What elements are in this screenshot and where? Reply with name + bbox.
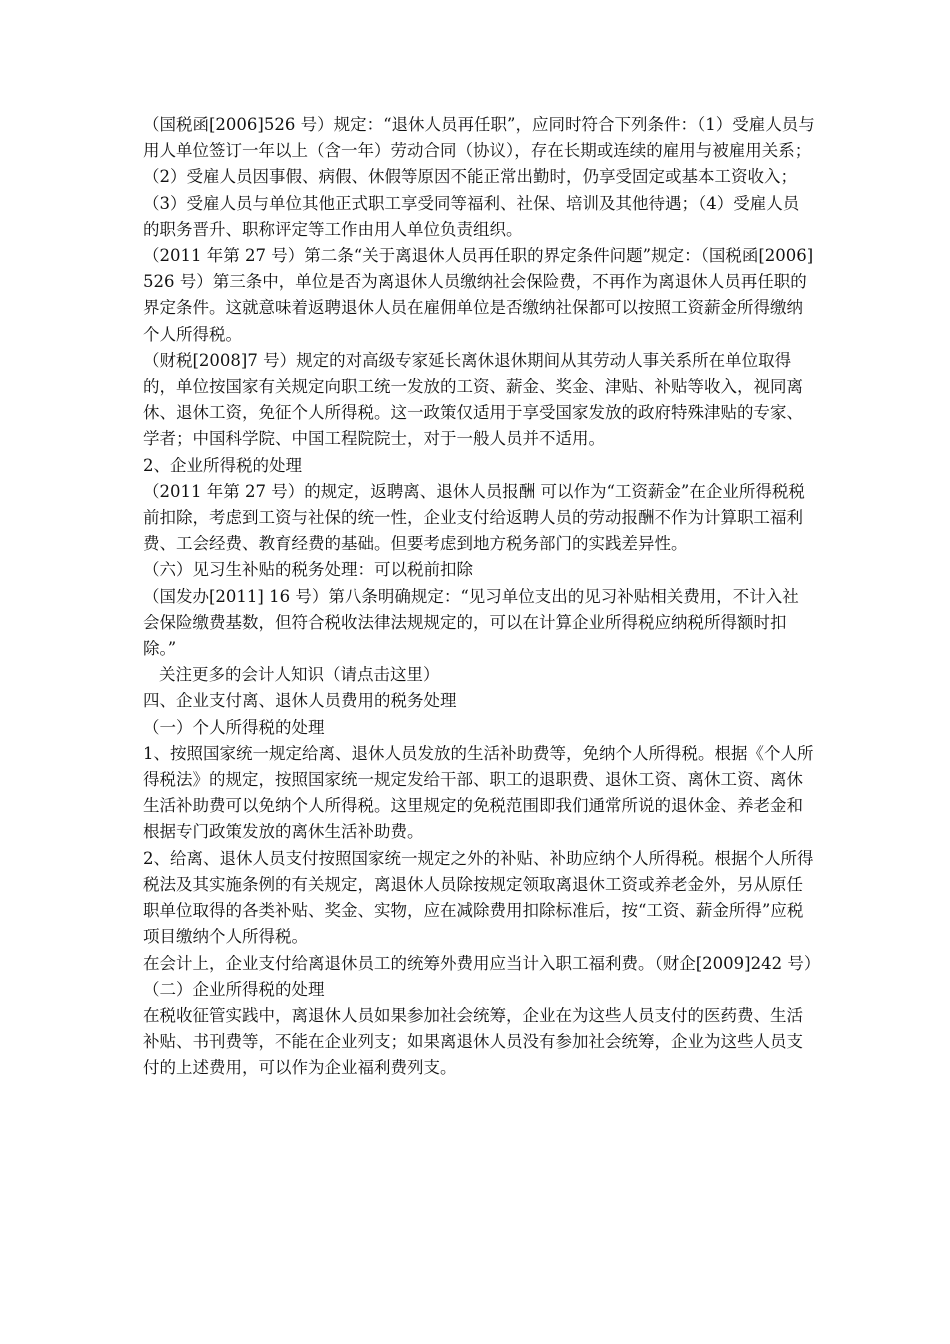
heading-personal-income-tax: （一）个人所得税的处理 xyxy=(143,717,325,737)
paragraph-extra-subsidies-taxable: 2、给离、退休人员支付按照国家统一规定之外的补贴、补助应纳个人所得税。根据个人所得税法及其实施条例的有关规定，离退休人员除按规定领取离退休工资或养老金外，另从原任职单位取得的各类补贴、奖金、实物，应在减除费用扣除标准后，按“工资、薪金所得”应税项目缴纳个人所得税。 xyxy=(143,848,814,947)
paragraph-social-pooling-practice: 在税收征管实践中，离退休人员如果参加社会统筹，企业在为这些人员支付的医药费、生活补贴、书刊费等，不能在企业列支；如果离退休人员没有参加社会统筹，企业为这些人员支付的上述费用，可以作为企业福利费列支。 xyxy=(143,1005,803,1078)
paragraph-rehired-retiree-wages: （2011 年第 27 号）的规定，返聘离、退休人员报酬 可以作为“工资薪金”在企业所得税税前扣除，考虑到工资与社保的统一性，企业支付给返聘人员的劳动报酬不作为计算职工福利费、工会经费、教育经费的基础。但要考虑到地方税务部门的实践差异性。 xyxy=(143,481,805,554)
heading-corporate-income-tax-2: （二）企业所得税的处理 xyxy=(143,979,325,999)
paragraph-accounting-treatment: 在会计上，企业支付给离退休员工的统筹外费用应当计入职工福利费。（财企[2009]242 号） xyxy=(143,953,821,973)
paragraph-senior-expert-exemption: （财税[2008]7 号）规定的对高级专家延长离休退休期间从其劳动人事关系所在单位取得的，单位按国家有关规定向职工统一发放的工资、薪金、奖金、津贴、补贴等收入，视同离休、退休工资，免征个人所得税。这一政策仅适用于享受国家发放的政府特殊津贴的专家、学者；中国科学院、中国工程院院士，对于一般人员并不适用。 xyxy=(143,350,803,449)
heading-corporate-income-tax: 2、企业所得税的处理 xyxy=(143,455,302,475)
paragraph-trainee-subsidy-rule: （国发办[2011] 16 号）第八条明确规定：“见习单位支出的见习补贴相关费用，不计入社会保险缴费基数，但符合税收法律法规规定的，可以在计算企业所得税应纳税所得额时扣除。” xyxy=(143,586,799,659)
document-body xyxy=(143,112,821,1082)
heading-trainee-subsidy: （六）见习生补贴的税务处理：可以税前扣除 xyxy=(143,560,473,580)
link-more-accounting-knowledge[interactable]: 关注更多的会计人知识（请点击这里） xyxy=(159,665,440,685)
paragraph-living-allowance-exemption: 1、按照国家统一规定给离、退休人员发放的生活补助费等，免纳个人所得税。根据《个人所得税法》的规定，按照国家统一规定发给干部、职工的退职费、退休工资、离休工资、离休生活补助费可以免纳个人所得税。这里规定的免税范围即我们通常所说的退休金、养老金和根据专门政策发放的离休生活补助费。 xyxy=(143,743,814,842)
paragraph-retiree-reemployment-conditions: （国税函[2006]526 号）规定：“退休人员再任职”，应同时符合下列条件：（1）受雇人员与用人单位签订一年以上（含一年）劳动合同（协议），存在长期或连续的雇用与被雇用关系；（2）受雇人员因事假、病假、休假等原因不能正常出勤时，仍享受固定或基本工资收入；（3）受雇人员与单位其他正式职工享受同等福利、社保、培训及其他待遇；（4）受雇人员的职务晋升、职称评定等工作由用人单位负责组织。 xyxy=(143,115,815,239)
heading-section-four: 四、企业支付离、退休人员费用的税务处理 xyxy=(143,691,457,711)
paragraph-social-insurance-criterion: （2011 年第 27 号）第二条“关于离退休人员再任职的界定条件问题”规定：（国税函[2006]526 号）第三条中，单位是否为离退休人员缴纳社会保险费，不再作为离退休人员再任职的界定条件。这就意味着返聘退休人员在雇佣单位是否缴纳社保都可以按照工资薪金所得缴纳个人所得税。 xyxy=(143,246,814,344)
